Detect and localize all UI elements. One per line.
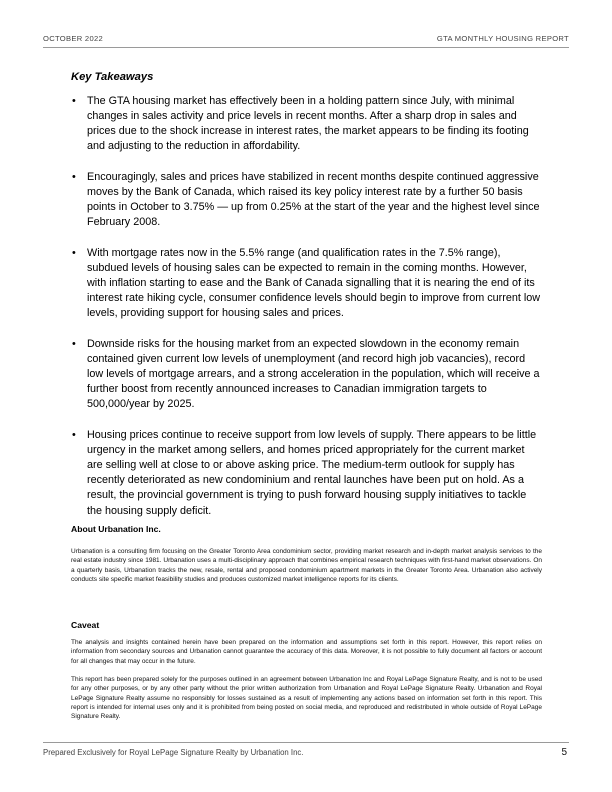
caveat-paragraph-1: The analysis and insights contained herein have been prepared on the information and assumptions set forth in this report. However, this report relies on information from secondary sources and Urbanation cannot guarantee the accuracy of this data. Moreover, it is not possible to fully document all factors or account for all changes that may occur in the future. xyxy=(71,639,542,665)
takeaway-text: Downside risks for the housing market from an expected slowdown in the economy remain contained given current low levels of unemployment (and record high job vacancies), record low levels of mortgage arrears, and a strong acceleration in the population, which will receive a further boost from recently announced increases to Canadian immigration targets to 500,000/year by 2025. xyxy=(87,338,540,411)
bullet-icon: • xyxy=(72,170,76,183)
about-text: Urbanation is a consulting firm focusing on the Greater Toronto Area condominium sector, providing market research and in-depth market analysis services to the real estate industry since 1981. Urbanation uses a multi-disciplinary approach that combines empirical research techniques with first-hand market observations. On a quarterly basis, Urbanation tracks the new, resale, rental and proposed condominium apartment markets in the Greater Toronto Area. Urbanation also actively conducts site specific market feasibility studies and produces customized market intelligence reports for its clients. xyxy=(71,548,542,583)
footer-divider xyxy=(43,742,569,743)
footer-credit: Prepared Exclusively for Royal LePage Signature Realty by Urbanation Inc. xyxy=(43,748,304,757)
takeaway-item xyxy=(71,428,541,519)
caveat-paragraph-2: This report has been prepared solely for the purposes outlined in an agreement between Urbanation Inc and Royal LePage Signature Realty, and is not to be used for any other purposes, or by any other party without the prior written authorization from Urbanation and Royal LePage Signature Realty. Urbanation and Royal LePage Signature Realty assume no responsibly for losses sustained as a result of implementing any actions based on information set forth in this report. This report is intended for internal uses only and it is prohibited from being posted on social media, and reproduced and redistributed in whole outside of Royal LePage Signature Realty. xyxy=(71,676,542,721)
header-date: OCTOBER 2022 xyxy=(43,34,104,43)
about-heading: About Urbanation Inc. xyxy=(71,524,161,534)
takeaway-text: Housing prices continue to receive support from low levels of supply. There appears to be little urgency in the market among sellers, and homes priced appropriately for the current market are selling well at close to or above asking price. The medium-term outlook for supply has recently deteriorated as new condominium and rental launches have been put on hold. As a result, the provincial government is trying to push forward housing supply initiatives to tackle the housing supply deficit. xyxy=(87,429,537,517)
page-number: 5 xyxy=(561,747,567,758)
takeaway-text: Encouragingly, sales and prices have stabilized in recent months despite continued aggressive moves by the Bank of Canada, which raised its key policy interest rate by a further 50 basis points in October to 3.75% — up from 0.25% at the start of the year and the highest level since February 2008. xyxy=(87,170,540,229)
header-divider xyxy=(43,47,569,48)
bullet-icon: • xyxy=(72,95,76,107)
bullet-icon: • xyxy=(72,429,76,442)
takeaway-item xyxy=(71,170,541,230)
caveat-heading: Caveat xyxy=(71,620,100,630)
bullet-icon: • xyxy=(72,338,76,350)
header-report-title: GTA MONTHLY HOUSING REPORT xyxy=(436,34,569,43)
takeaway-item xyxy=(71,246,541,321)
takeaway-item xyxy=(71,94,541,154)
bullet-icon: • xyxy=(72,246,76,259)
takeaway-text: With mortgage rates now in the 5.5% range (and qualification rates in the 7.5% range), subdued levels of housing sales can be expected to remain in the coming months. However, with inflation starting to ease and the Bank of Canada signalling that it is nearing the end of its interest rate hiking cycle, consumer confidence levels should begin to improve from current low levels, providing support for housing sales and prices. xyxy=(87,246,541,320)
takeaway-text: The GTA housing market has effectively been in a holding pattern since July, with minimal changes in sales activity and price levels in recent months. After a sharp drop in sales and prices due to the shock increase in interest rates, the market appears to be finding its footing and adjusting to the reduction in affordability. xyxy=(87,95,529,153)
key-takeaways-list xyxy=(71,94,541,534)
key-takeaways-heading: Key Takeaways xyxy=(71,71,154,83)
takeaway-item xyxy=(71,337,541,412)
